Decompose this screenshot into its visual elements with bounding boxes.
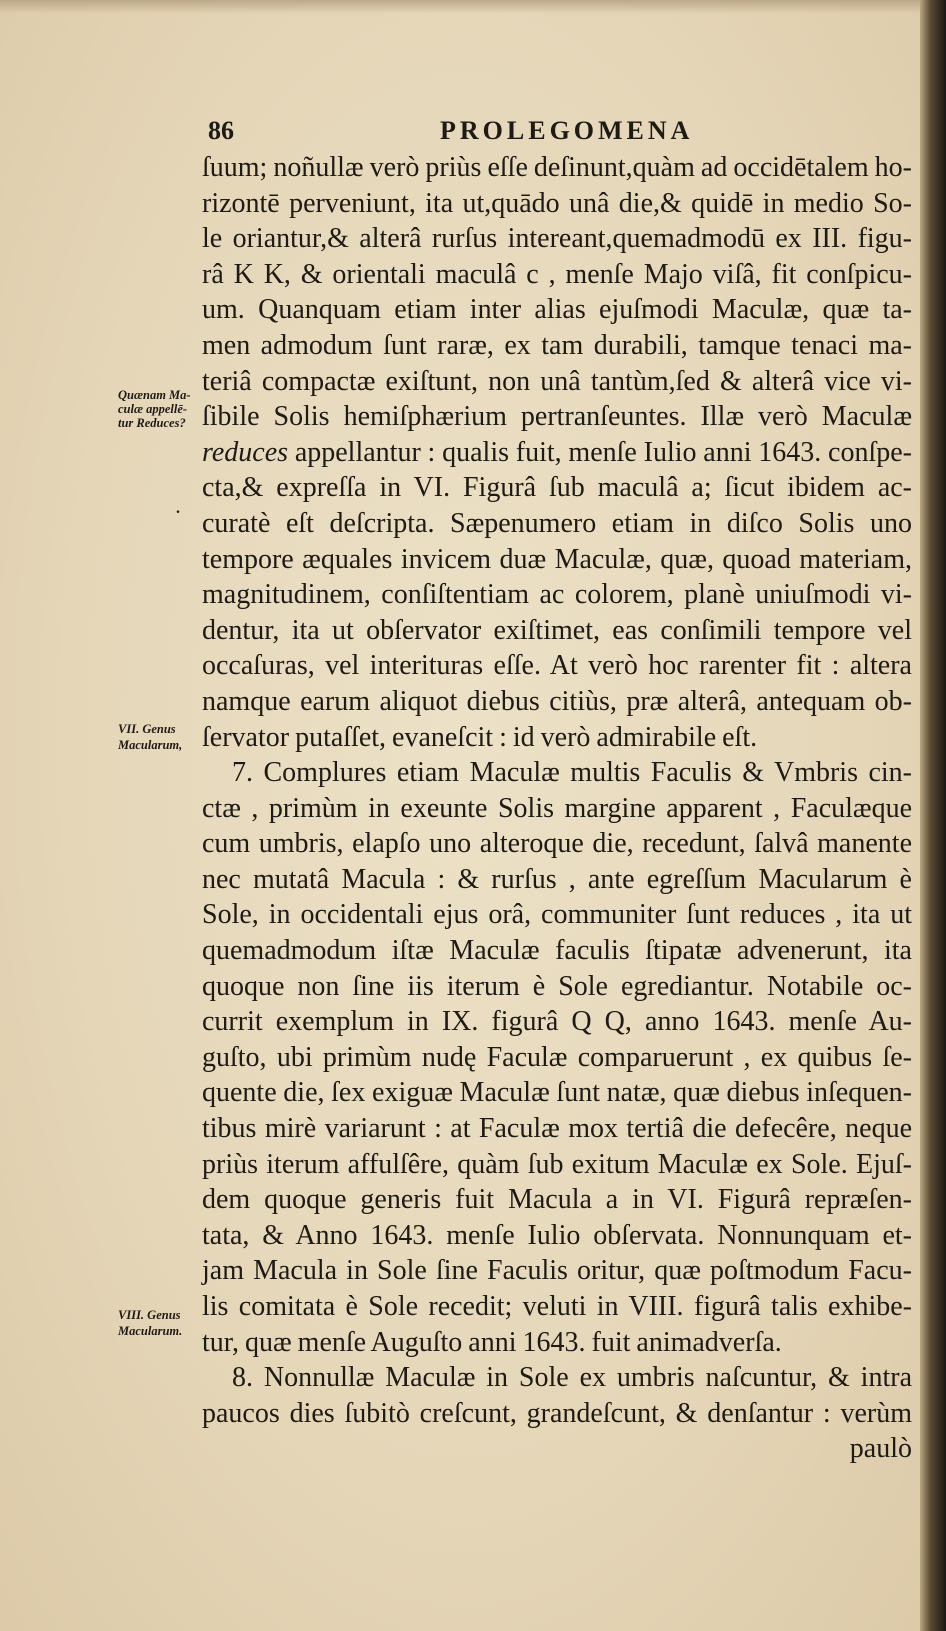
italic-term: reduces [202, 436, 289, 468]
text-line: ctæ , primùm in exeunte Solis margine apparent , Faculæque [202, 792, 912, 824]
text-line: cta,& expreſſa in VI. Figurâ ſub maculâ a; ſicut ibidem ac- [202, 472, 912, 504]
text-line: râ K K, & orientali maculâ c , menſe Majo viſâ, fit conſpicu- [202, 258, 912, 290]
text-line: tempore æquales invicem duæ Maculæ, quæ, quoad materiam, [202, 543, 912, 575]
text-line: namque earum aliquot diebus citiùs, præ alterâ, antequam ob- [202, 685, 912, 717]
text-line: dentur, ita ut obſervator exiſtimet, eas conſimili tempore vel [202, 614, 912, 646]
marginal-line: Macularum, [118, 738, 183, 752]
page-edge-shadow [920, 0, 946, 1631]
body-text [202, 150, 912, 1467]
text-line: nec mutatâ Macula : & rurſus , ante egreſſum Macularum è [202, 863, 912, 895]
text-line: paucos dies ſubitò creſcunt, grandeſcunt, & denſantur : verùm [202, 1397, 912, 1429]
text-line: ſibile Solis hemiſphærium pertranſeuntes. Illæ verò Maculæ [202, 401, 912, 433]
text-line: 7. Complures etiam Maculæ multis Faculis & Vmbris cin- [232, 757, 912, 789]
text-line: 8. Nonnullæ Maculæ in Sole ex umbris naſcuntur, & intra [232, 1362, 912, 1394]
marginal-note-viii [118, 1308, 204, 1340]
text-line: ſuum; noñullæ verò priùs eſſe deſinunt,quàm ad occidētalem ho- [202, 152, 912, 183]
text-line: curatè eſt deſcripta. Sæpenumero etiam in diſco Solis uno [202, 507, 912, 539]
text-line: guſto, ubi primùm nudę Faculæ comparuerunt , ex quibus ſe- [202, 1041, 912, 1073]
text-line: rizontē perveniunt, ita ut,quādo unâ die,& quidē in medio So- [202, 187, 912, 219]
marginal-line: tur Reduces? [118, 416, 186, 430]
text-line: quoque non ſine iis iterum è Sole egrediantur. Notabile oc- [202, 970, 912, 1002]
text-line: currit exemplum in IX. figurâ Q Q, anno 1643. menſe Au- [202, 1006, 912, 1038]
text-line: priùs iterum affulſêre, quàm ſub exitum Maculæ ex Sole. Ejuſ- [202, 1148, 912, 1180]
page-number: 86 [208, 116, 234, 145]
marginal-line: VII. Genus [118, 722, 176, 736]
text-line: jam Macula in Sole ſine Faculis oritur, quæ poſtmodum Facu- [202, 1255, 912, 1287]
text-line: quente die, ſex exiguæ Maculæ ſunt natæ, quæ diebus inſequen- [202, 1077, 912, 1109]
marginal-note-reduces [118, 388, 204, 430]
marginal-line: VIII. Genus [118, 1308, 181, 1322]
text-line: occaſuras, vel interituras eſſe. At verò hoc rarenter fit : altera [202, 650, 912, 682]
text-line: lis comitata è Sole recedit; veluti in VIII. figurâ talis exhibe- [202, 1291, 912, 1322]
text-line: tur, quæ menſe Auguſto anni 1643. fuit animadverſa. [202, 1326, 782, 1358]
text-line: teriâ compactæ exiſtunt, non unâ tantùm,ſed & alterâ vice vi- [202, 365, 912, 397]
marginal-line: Macularum. [118, 1324, 183, 1338]
text-line: magnitudinem, conſiſtentiam ac colorem, planè uniuſmodi vi- [202, 579, 912, 611]
text-line: dem quoque generis fuit Macula a in VI. Figurâ repræſen- [202, 1184, 912, 1216]
catchword: paulò [849, 1433, 912, 1465]
text-line: tibus mirè variarunt : at Faculæ mox tertiâ die defecêre, neque [202, 1113, 912, 1145]
running-head: PROLEGOMENA [440, 116, 694, 145]
page-header [200, 110, 700, 150]
text-line: le oriantur,& alterâ rurſus intereant,quemadmodū ex III. figu- [202, 223, 912, 255]
text-line: Sole, in occidentali ejus orâ, communiter ſunt reduces , ita ut [202, 899, 912, 931]
text-line: ſervator putaſſet, evaneſcit : id verò admirabile eſt. [202, 721, 758, 753]
text-line: men admodum ſunt raræ, ex tam durabili, tamque tenaci ma- [202, 329, 912, 361]
text-line: quemadmodum iſtæ Maculæ faculis ſtipatæ advenerunt, ita [202, 935, 912, 967]
text-line: tata, & Anno 1643. menſe Iulio obſervata. Nonnunquam et- [202, 1219, 912, 1251]
page-top-shadow [0, 0, 928, 14]
text-line: cum umbris, elapſo uno alteroque die, recedunt, ſalvâ manente [202, 828, 912, 860]
marginal-line: culæ appellē- [118, 402, 188, 416]
ink-dot: . [176, 500, 180, 517]
marginal-line: Quænam Ma- [118, 388, 191, 402]
text-line-rest: appellantur : qualis fuit, menſe Iulio anni 1643. conſpe- [294, 436, 913, 468]
text-line: um. Quanquam etiam inter alias ejuſmodi Maculæ, quæ ta- [202, 294, 912, 326]
marginal-note-vii [118, 722, 204, 754]
text-line-with-italic [202, 435, 912, 471]
